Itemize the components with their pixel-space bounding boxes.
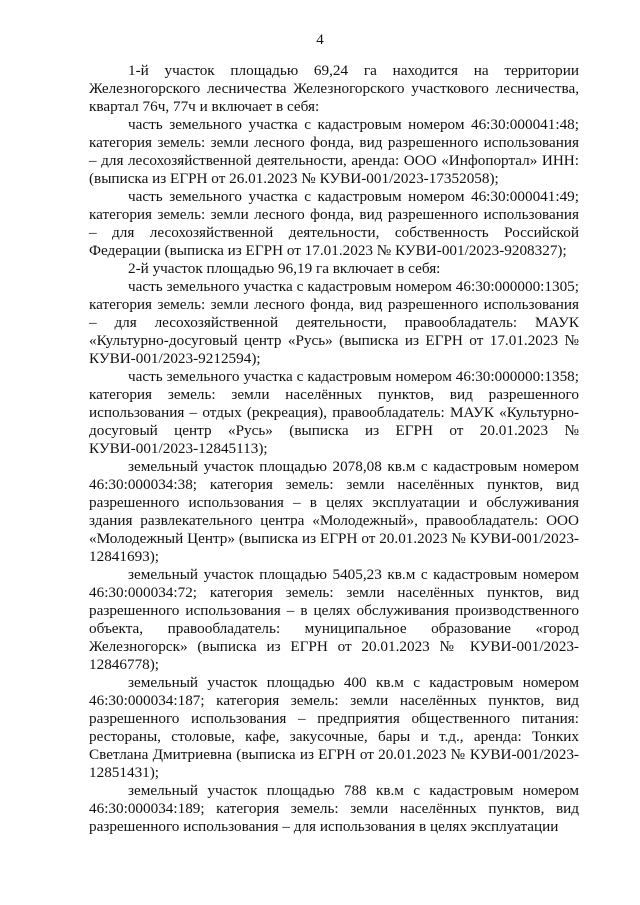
paragraph-parcel-34-187: земельный участок площадью 400 кв.м с кадастровым номером 46:30:000034:187; категория земель: земли населённых пунктов, вид разрешенного использования – предприятия общественного питания: рестораны, столовые, кафе, закусочные, бары и т.д., аренда: Тонких Светлана Дмитриевна (выписка из ЕГРН от 20.01.2023 № КУВИ-001/2023-12851431);	[89, 674, 579, 781]
paragraph-parcel-34-189: земельный участок площадью 788 кв.м с кадастровым номером 46:30:000034:189; категория земель: земли населённых пунктов, вид разрешенного использования – для использования в целях эксплуатации	[89, 782, 579, 835]
page-number: 4	[316, 32, 324, 48]
paragraph-plot-2-intro: 2-й участок площадью 96,19 га включает в себя:	[128, 260, 441, 277]
paragraph-parcel-41-48: часть земельного участка с кадастровым номером 46:30:000041:48; категория земель: земли лесного фонда, вид разрешенного использования – для лесохозяйственной деятельности, аренда: ООО «Инфопортал» ИНН: (выписка из ЕГРН от 26.01.2023 № КУВИ-001/2023-17352058);	[89, 116, 579, 187]
document-body	[89, 62, 579, 836]
paragraph-plot-1-intro: 1-й участок площадью 69,24 га находится на территории Железногорского лесничества Железногорского участкового лесничества, квартал 76ч, 77ч и включает в себя:	[89, 62, 579, 115]
paragraph-parcel-0-1358: часть земельного участка с кадастровым номером 46:30:000000:1358; категория земель: земли населённых пунктов, вид разрешенного использования – отдых (рекреация), правообладатель: МАУК «Культурно-досуговый центр «Русь» (выписка из ЕГРН от 20.01.2023 № КУВИ-001/2023-12845113);	[89, 368, 579, 457]
paragraph-parcel-34-72: земельный участок площадью 5405,23 кв.м с кадастровым номером 46:30:000034:72; категория земель: земли населённых пунктов, вид разрешенного использования – в целях обслуживания производственного объекта, правообладатель: муниципальное образование «город Железногорск» (выписка из ЕГРН от 20.01.2023 № КУВИ-001/2023-12846778);	[89, 566, 579, 673]
paragraph-parcel-41-49: часть земельного участка с кадастровым номером 46:30:000041:49; категория земель: земли лесного фонда, вид разрешенного использования – для лесохозяйственной деятельности, собственность Российской Федерации (выписка из ЕГРН от 17.01.2023 № КУВИ-001/2023-9208327);	[89, 188, 579, 259]
paragraph-parcel-0-1305: часть земельного участка с кадастровым номером 46:30:000000:1305; категория земель: земли лесного фонда, вид разрешенного использования – для лесохозяйственной деятельности, правообладатель: МАУК «Культурно-досуговый центр «Русь» (выписка из ЕГРН от 17.01.2023 № КУВИ-001/2023-9212594);	[89, 278, 579, 367]
paragraph-parcel-34-38: земельный участок площадью 2078,08 кв.м с кадастровым номером 46:30:000034:38; категория земель: земли населённых пунктов, вид разрешенного использования – в целях эксплуатации и обслуживания здания развлекательного центра «Молодежный», правообладатель: ООО «Молодежный Центр» (выписка из ЕГРН от 20.01.2023 № КУВИ-001/2023-12841693);	[89, 458, 579, 565]
